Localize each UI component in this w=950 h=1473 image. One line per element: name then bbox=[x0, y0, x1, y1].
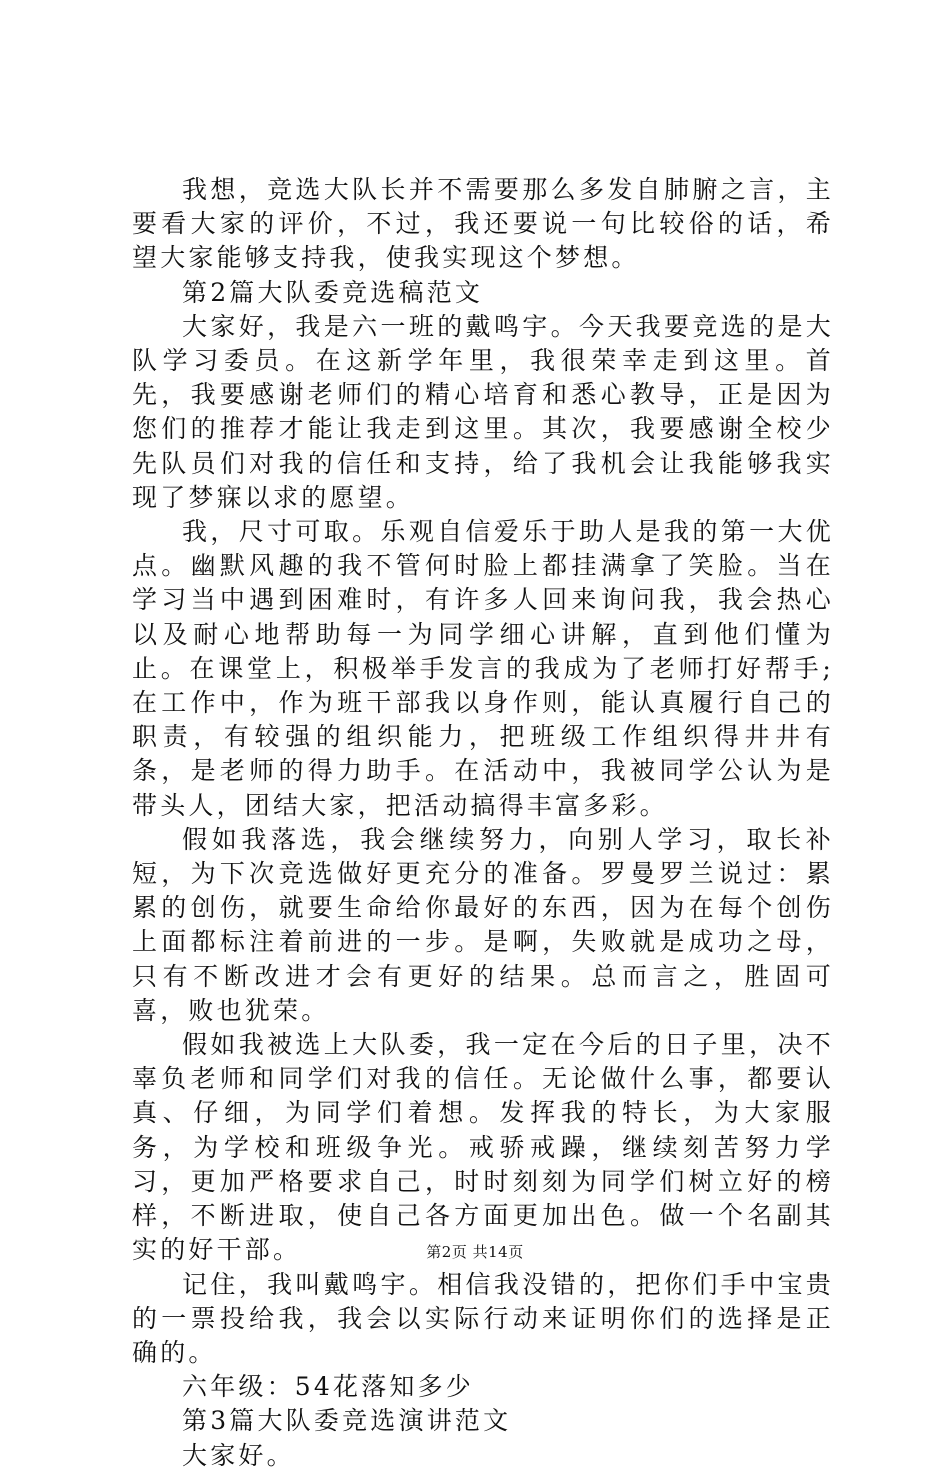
paragraph-remember-me: 记住，我叫戴鸣宇。相信我没错的，把你们手中宝贵的一票投给我，我会以实际行动来证明你们的选择是正确的。 bbox=[132, 1269, 834, 1367]
page-number-footer: 第2页 共14页 bbox=[426, 1243, 524, 1261]
document-body bbox=[132, 173, 834, 1473]
author-line: 六年级：54花落知多少 bbox=[182, 1372, 475, 1402]
paragraph-if-elected: 假如我被选上大队委，我一定在今后的日子里，决不辜负老师和同学们对我的信任。无论做什么事，都要认真、仔细，为同学们着想。发挥我的特长，为大家服务，为学校和班级争光。戒骄戒躁，继续刻苦努力学习，更加严格要求自己，时时刻刻为同学们树立好的榜样，不断进取，使自己各方面更加出色。做一个名副其实的好干部。 bbox=[132, 1030, 834, 1265]
paragraph-greeting: 大家好。 bbox=[182, 1440, 295, 1470]
paragraph-strengths: 我，尺寸可取。乐观自信爱乐于助人是我的第一大优点。幽默风趣的我不管何时脸上都挂满拿了笑脸。当在学习当中遇到困难时，有许多人回来询问我，我会热心以及耐心地帮助每一为同学细心讲解，直到他们懂为止。在课堂上，积极举手发言的我成为了老师打好帮手;在工作中，作为班干部我以身作则，能认真履行自己的职责，有较强的组织能力，把班级工作组织得井井有条，是老师的得力助手。在活动中，我被同学公认为是带头人，团结大家，把活动搞得丰富多彩。 bbox=[132, 517, 834, 820]
section-heading-2: 第2篇大队委竞选稿范文 bbox=[182, 277, 484, 307]
paragraph-introduction: 大家好，我是六一班的戴鸣宇。今天我要竞选的是大队学习委员。在这新学年里，我很荣幸走到这里。首先，我要感谢老师们的精心培育和悉心教导，正是因为您们的推荐才能让我走到这里。其次，我要感谢全校少先队员们对我的信任和支持，给了我机会让我能够我实现了梦寐以求的愿望。 bbox=[132, 311, 834, 512]
paragraph-if-not-elected: 假如我落选，我会继续努力，向别人学习，取长补短，为下次竞选做好更充分的准备。罗曼罗兰说过：累累的创伤，就要生命给你最好的东西，因为在每个创伤上面都标注着前进的一步。是啊，失败就是成功之母，只有不断改进才会有更好的结果。总而言之，胜固可喜，败也犹荣。 bbox=[132, 824, 834, 1025]
paragraph-closing-remarks: 我想，竞选大队长并不需要那么多发自肺腑之言，主要看大家的评价，不过，我还要说一句比较俗的话，希望大家能够支持我，使我实现这个梦想。 bbox=[132, 175, 834, 273]
section-heading-3: 第3篇大队委竞选演讲范文 bbox=[182, 1406, 512, 1436]
